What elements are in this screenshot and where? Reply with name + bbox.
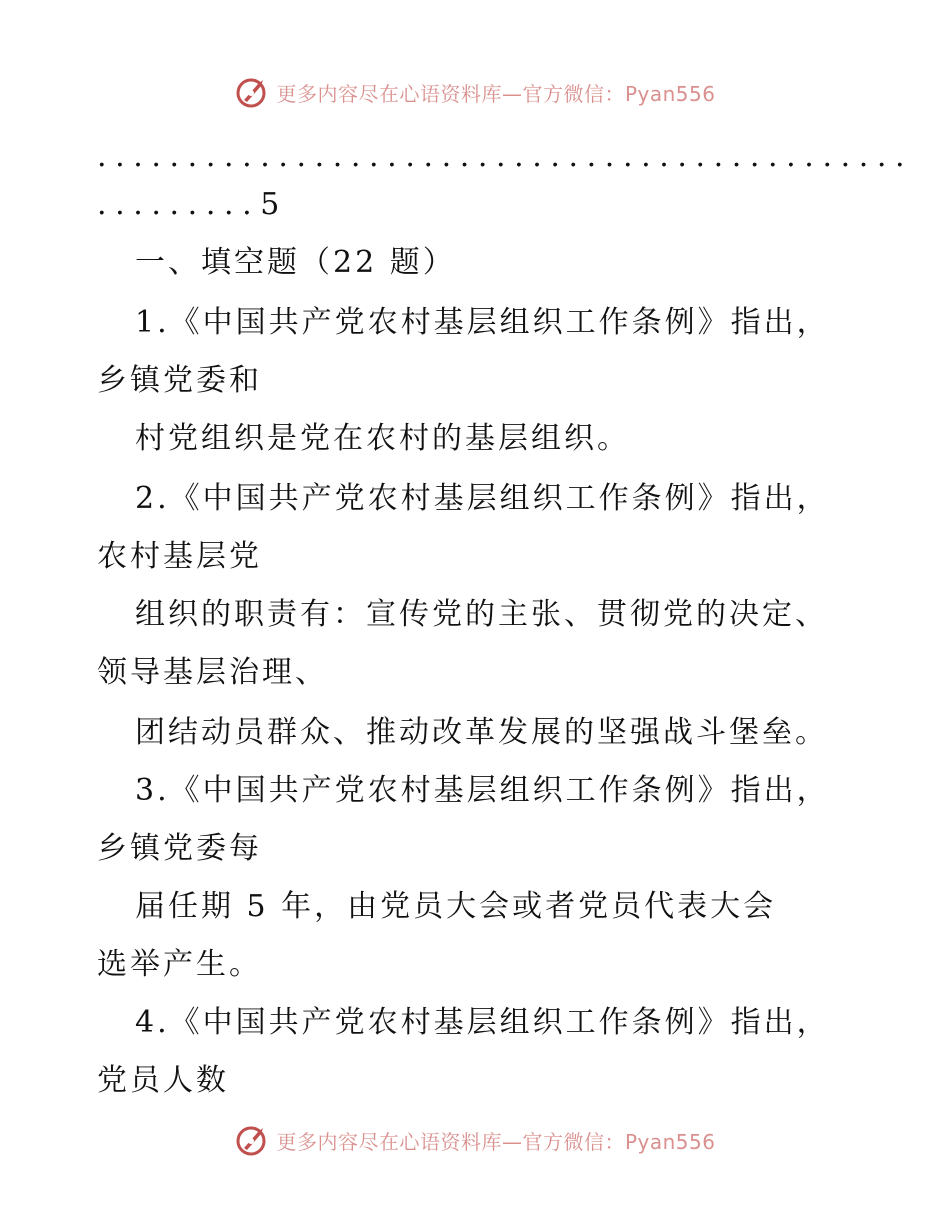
pen-nib-circle-icon (234, 1122, 270, 1158)
watermark-text: 更多内容尽在心语资料库—官方微信：Pyan556 (276, 81, 716, 106)
question-line: 村党组织是党在农村的基层组织。 (135, 421, 630, 456)
toc-leader-page-number: .........5 (97, 187, 288, 222)
question-line: 领导基层治理、 (97, 655, 328, 690)
question-line: 2.《中国共产党农村基层组织工作条例》指出， (135, 481, 830, 516)
question-line: 4.《中国共产党农村基层组织工作条例》指出， (135, 1005, 830, 1040)
watermark-text: 更多内容尽在心语资料库—官方微信：Pyan556 (276, 1129, 716, 1154)
question-line: 1.《中国共产党农村基层组织工作条例》指出， (135, 305, 830, 340)
question-line: 选举产生。 (97, 947, 262, 982)
toc-leader-dots: ............................................. (97, 139, 914, 174)
watermark-banner-top (0, 72, 950, 112)
question-line: 党员人数 (97, 1063, 229, 1098)
watermark-banner-bottom (0, 1120, 950, 1160)
pen-nib-circle-icon (234, 74, 270, 110)
question-line: 组织的职责有：宣传党的主张、贯彻党的决定、 (135, 597, 828, 632)
question-line: 届任期 5 年，由党员大会或者党员代表大会 (135, 889, 777, 924)
question-line: 农村基层党 (97, 539, 262, 574)
question-line: 乡镇党委每 (97, 831, 262, 866)
question-line: 3.《中国共产党农村基层组织工作条例》指出， (135, 773, 830, 808)
section-heading: 一、填空题（22 题） (135, 245, 456, 280)
question-line: 团结动员群众、推动改革发展的坚强战斗堡垒。 (135, 715, 828, 750)
question-line: 乡镇党委和 (97, 363, 262, 398)
